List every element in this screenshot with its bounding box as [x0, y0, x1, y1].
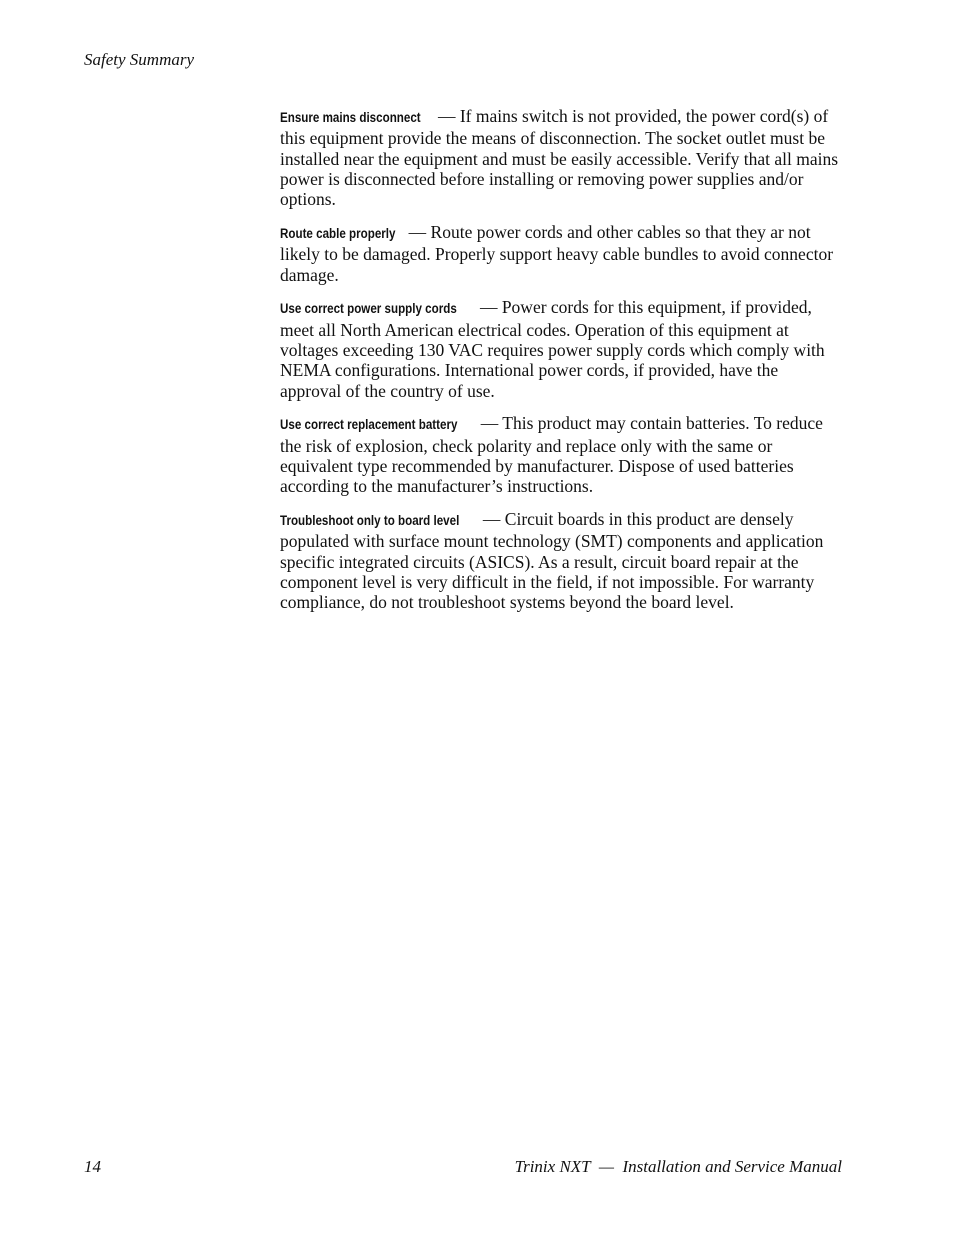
- running-header: Safety Summary: [84, 50, 195, 69]
- em-dash-separator: —: [476, 413, 503, 434]
- safety-item-text: Power cords for this equipment, if provided, meet all North American electrical codes. Operation of this equipment at voltages exceeding 130 VAC requires power supply cords which comply with NEMA configurations. International power cords, if provided, have the approval of the country of use.: [280, 297, 825, 401]
- safety-item-text: If mains switch is not provided, the power cord(s) of this equipment provide the means of disconnection. The socket outlet must be installed near the equipment and must be easily accessible. Verify that all mains power is disconnected before installing or removing power supplies and/or options.: [280, 106, 839, 210]
- safety-item-term: Route cable properly: [280, 225, 396, 241]
- em-dash-separator: —: [433, 106, 460, 126]
- safety-item-term: Use correct power supply cords: [280, 301, 457, 317]
- em-dash-separator: —: [475, 297, 502, 318]
- page-number: 14: [84, 1157, 101, 1176]
- safety-item-term: Ensure mains disconnect: [280, 110, 421, 125]
- em-dash-separator: —: [478, 509, 505, 530]
- safety-item-term: Troubleshoot only to board level: [280, 513, 460, 529]
- safety-item-mains-disconnect: [280, 106, 843, 209]
- safety-item-text: This product may contain batteries. To reduce the risk of explosion, check polarity and replace only with the same or equivalent type recommended by manufacturer. Dispose of used batteries according to the manufacturer’s instructions.: [280, 413, 823, 497]
- safety-item-term: Use correct replacement battery: [280, 417, 458, 433]
- safety-item-text: Circuit boards in this product are densely populated with surface mount technology (SMT) components and application specific integrated circuits (ASICS). As a result, circuit board repair at the component level is very difficult in the field, if not impossible. For warranty compliance, do not troubleshoot systems beyond the board level.: [280, 509, 824, 613]
- footer-manual-title: Trinix NXT — Installation and Service Manual: [514, 1157, 842, 1176]
- safety-items-column: [280, 106, 843, 625]
- em-dash-separator: —: [404, 221, 431, 242]
- safety-item-route-cable: [280, 222, 843, 285]
- safety-item-power-supply-cords: [280, 297, 843, 400]
- safety-item-replacement-battery: [280, 413, 843, 496]
- safety-item-board-level: [280, 509, 843, 612]
- safety-item-text: Route power cords and other cables so that they ar not likely to be damaged. Properly support heavy cable bundles to avoid connector damage.: [280, 221, 834, 285]
